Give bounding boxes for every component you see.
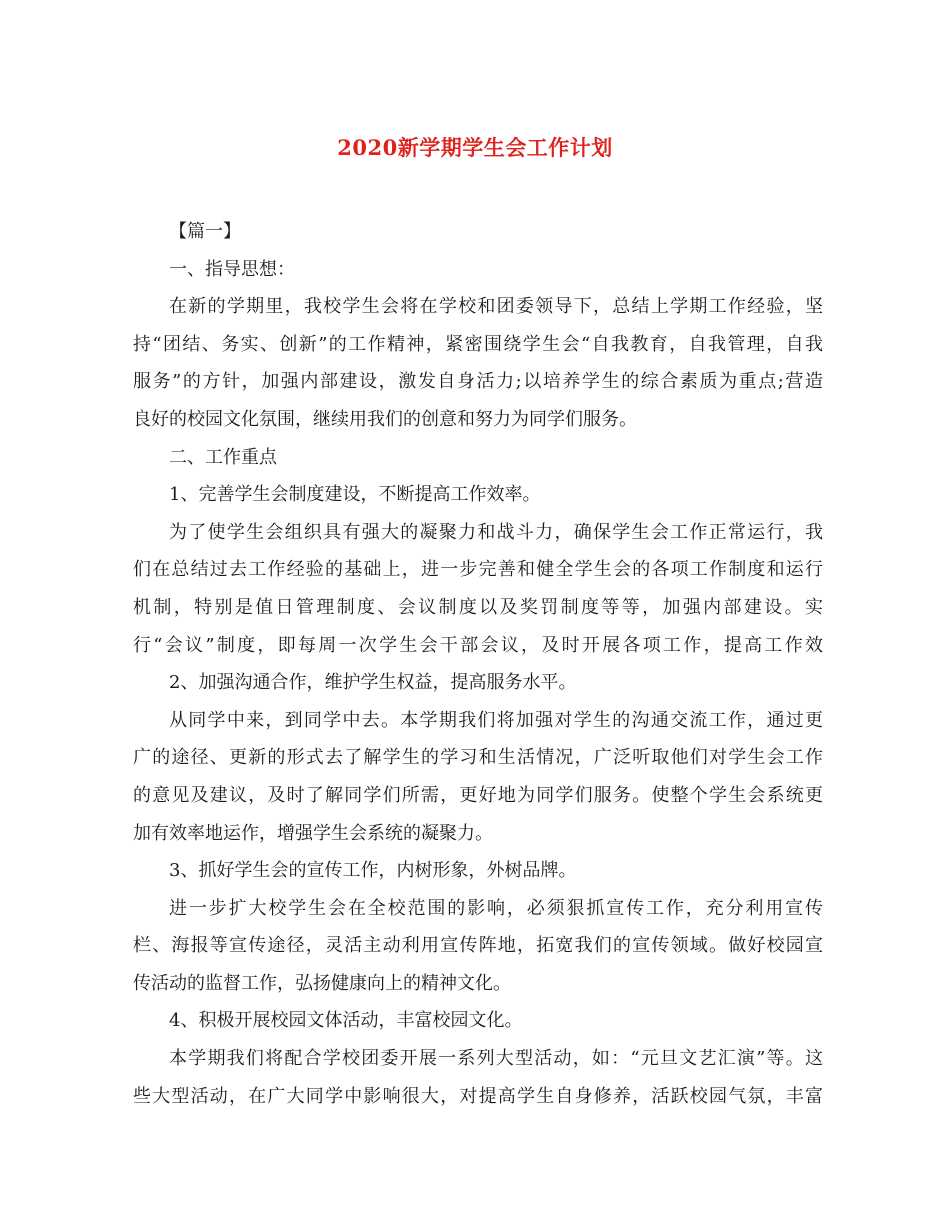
text-line: 一、指导思想：	[169, 258, 295, 280]
text-line: 在新的学期里，我校学生会将在学校和团委领导下，总结上学期工作经验，坚	[169, 296, 823, 318]
text-line: 从同学中来，到同学中去。本学期我们将加强对学生的沟通交流工作，通过更	[169, 709, 823, 731]
document-title: 2020新学期学生会工作计划	[337, 135, 613, 160]
text-line: 机制，特别是值日管理制度、会议制度以及奖罚制度等等，加强内部建设。实	[133, 596, 823, 618]
text-line: 良好的校园文化氛围，继续用我们的创意和努力为同学们服务。	[133, 408, 637, 430]
text-line: 为了使学生会组织具有强大的凝聚力和战斗力，确保学生会工作正常运行，我	[169, 521, 823, 543]
text-line: 2、加强沟通合作，维护学生权益，提高服务水平。	[169, 672, 577, 694]
text-line: 加有效率地运作，增强学生会系统的凝聚力。	[133, 822, 493, 844]
text-line: 本学期我们将配合学校团委开展一系列大型活动，如：“元旦文艺汇演”等。这	[169, 1048, 823, 1070]
text-line: 服务”的方针，加强内部建设，激发自身活力;以培养学生的综合素质为重点;营造	[133, 371, 823, 393]
text-line: 栏、海报等宣传途径，灵活主动利用宣传阵地，拓宽我们的宣传领域。做好校园宣	[133, 935, 823, 957]
text-line: 1、完善学生会制度建设，不断提高工作效率。	[169, 484, 541, 506]
text-line: 二、工作重点	[169, 446, 277, 468]
text-line: 些大型活动，在广大同学中影响很大，对提高学生自身修养，活跃校园气氛，丰富	[133, 1085, 823, 1107]
text-line: 【篇一】	[169, 221, 241, 242]
text-line: 的意见及建议，及时了解同学们所需，更好地为同学们服务。使整个学生会系统更	[133, 784, 823, 806]
text-line: 传活动的监督工作，弘扬健康向上的精神文化。	[133, 972, 511, 994]
text-line: 广的途径、更新的形式去了解学生的学习和生活情况，广泛听取他们对学生会工作	[133, 747, 823, 769]
text-line: 行“会议”制度，即每周一次学生会干部会议，及时开展各项工作，提高工作效	[133, 634, 823, 656]
text-line: 4、积极开展校园文体活动，丰富校园文化。	[169, 1010, 523, 1032]
text-line: 3、抓好学生会的宣传工作，内树形象，外树品牌。	[169, 860, 577, 882]
document-body	[133, 213, 823, 1115]
text-line: 进一步扩大校学生会在全校范围的影响，必须狠抓宣传工作，充分利用宣传	[169, 897, 823, 919]
text-line: 持“团结、务实、创新”的工作精神，紧密围绕学生会“自我教育，自我管理，自我	[133, 333, 823, 355]
text-line: 们在总结过去工作经验的基础上，进一步完善和健全学生会的各项工作制度和运行	[133, 559, 823, 581]
